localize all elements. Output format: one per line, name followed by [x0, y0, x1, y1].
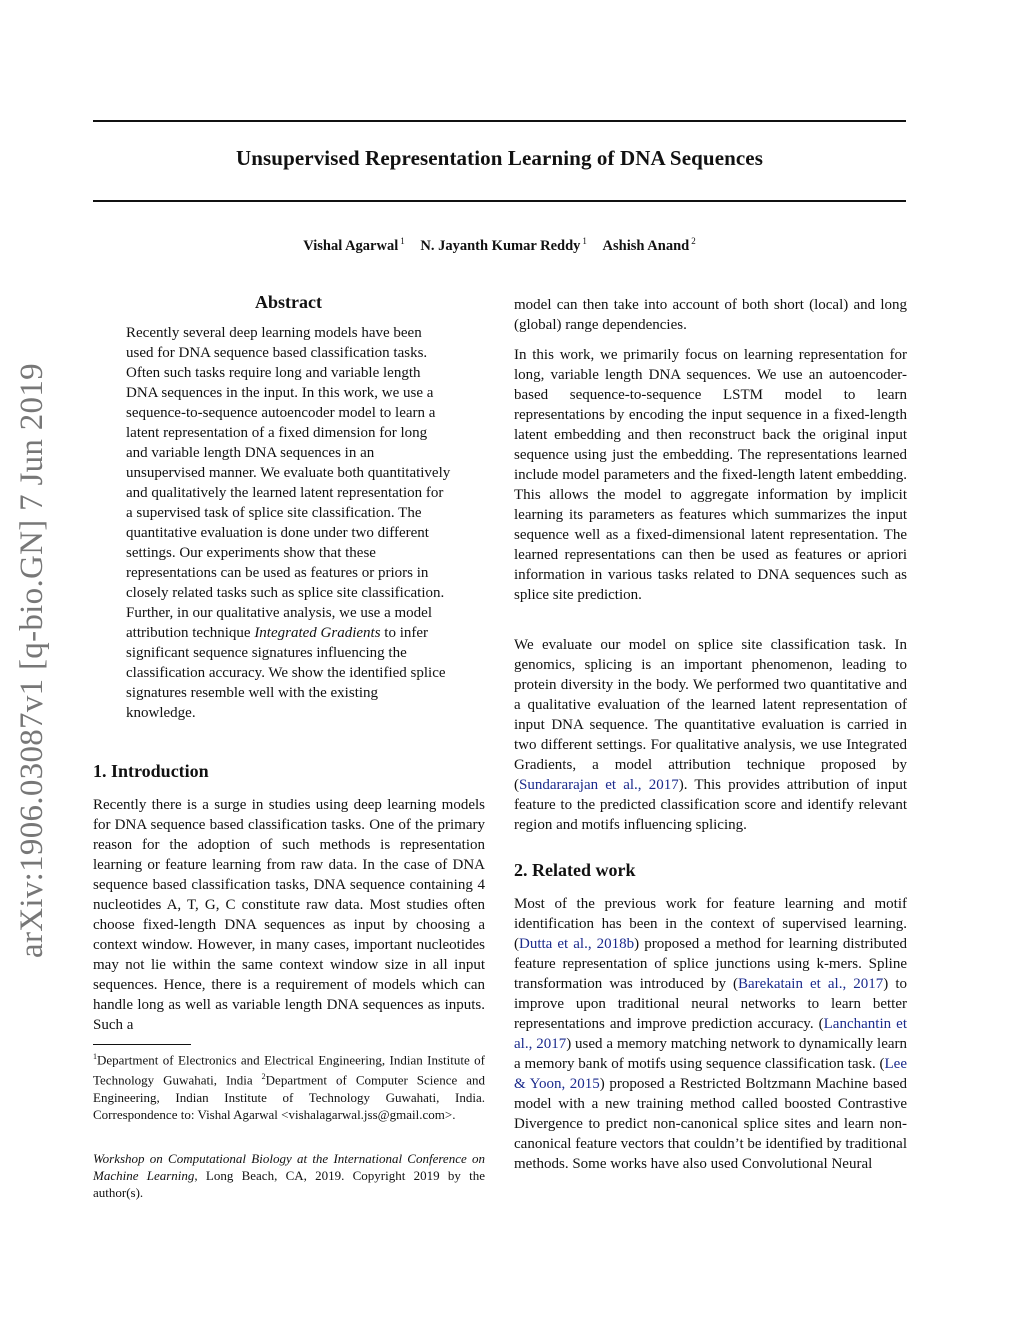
- citation-link[interactable]: Sundararajan et al., 2017: [519, 777, 679, 793]
- footnote-rule: [93, 1044, 191, 1045]
- author: N. Jayanth Kumar Reddy $^1$: [420, 236, 587, 254]
- title-bottom-rule: [93, 200, 906, 202]
- top-rule: [93, 120, 906, 122]
- paper-title: Unsupervised Representation Learning of DNA Sequences: [235, 146, 764, 170]
- abstract-heading: Abstract: [255, 292, 322, 312]
- arxiv-identifier: arXiv:1906.03087v1 [q-bio.GN] 7 Jun 2019: [14, 363, 50, 958]
- intro-paragraph-continued: model can then take into account of both short (local) and long (global) range dependencies.: [514, 297, 907, 333]
- citation-link[interactable]: Barekatain et al., 2017: [738, 976, 884, 992]
- abstract-text: Recently several deep learning models have been used for DNA sequence based classification tasks. Often such tasks require long and variable length DNA sequences in the input. In this work, we use a sequence-to-sequence autoencoder model to learn a latent representation of a fixed dimension for long and variable length DNA sequences in an unsupervised manner. We evaluate both quantitatively and qualitatively the learned latent representation for a supervised task of splice site classification. The quantitative evaluation is done under two different settings. Our experiments show that these representations can be used as features or priors in closely related tasks such as splice site classification. Further, in our qualitative analysis, we use a model attribution technique Integrated Gradients to infer significant sequence signatures influencing the classification accuracy. We show the identified splice signatures resemble well with the existing knowledge.: [126, 325, 451, 721]
- citation-link[interactable]: Dutta et al., 2018b: [519, 936, 635, 952]
- affiliation-footnote: $^1$Department of Electronics and Electrical Engineering, Indian Institute of Technology Guwahati, India $^2$Department of Computer Science and Engineering, Indian Institute of Technology Guwahati, India. Correspondence to: Vishal Agarwal <vishalagarwal.jss@gmail.com>.: [93, 1052, 485, 1122]
- intro-paragraph: Recently there is a surge in studies using deep learning models for DNA sequence based classification tasks. One of the primary reason for the adoption of such methods is representation learning or feature learning from raw data. In the case of DNA sequence based classification tasks, DNA sequence containing 4 nucleotides A, T, G, C constitute raw data. Most studies often choose fixed-length DNA sequences as input by choosing a context window. However, in many cases, important nucleotides may not lie within the same context window size in all input sequences. Hence, there is a requirement of models which can handle long as well as variable length DNA sequences as inputs. Such a: [93, 797, 485, 1033]
- citation-link[interactable]: Lanchantin et al., 2017: [514, 1016, 908, 1052]
- workshop-note: Workshop on Computational Biology at the International Conference on Machine Learning, Long Beach, CA, 2019. Copyright 2019 by the author(s).: [93, 1151, 485, 1200]
- citation-link[interactable]: Lee & Yoon, 2015: [514, 1056, 907, 1092]
- author-list: [93, 236, 906, 255]
- intro-paragraph: We evaluate our model on splice site classification task. In genomics, splicing is an important phenomenon, leading to protein diversity in the body. We performed two quantitative and a qualitative evaluation of the learned latent representation of input DNA sequence. The quantitative evaluation is carried in two different settings. For qualitative analysis, we use Integrated Gradients, a model attribution technique proposed by (Sundararajan et al., 2017). This provides attribution of input feature to the predicted classification score and identify relevant region and motifs influencing splicing.: [514, 637, 908, 833]
- intro-paragraph: In this work, we primarily focus on learning representation for long, variable length DNA sequences. We use an autoencoder-based sequence-to-sequence LSTM model to learn representations by encoding the input sequence in a fixed-length latent embedding and then reconstruct back the original input sequence using just the embedding. The representations learned include model parameters and the fixed-length latent embedding. This allows the model to aggregate information by implicit learning its parameters as features which summarizes the input sequence well as a fixed-dimensional latent representation. The learned representations can then be used as features or apriori information in various tasks related to DNA sequences such as splice site prediction.: [514, 347, 907, 603]
- section-heading-related-work: 2. Related work: [514, 860, 636, 880]
- related-work-paragraph: Most of the previous work for feature learning and motif identification has been in the context of supervised learning. (Dutta et al., 2018b) proposed a method for learning distributed feature representation of splice junctions using k-mers. Spline transformation was introduced by (Barekatain et al., 2017) to improve upon traditional neural networks to learn better representations and improve prediction accuracy. (Lanchantin et al., 2017) used a memory matching network to dynamically learn a memory bank of motifs using sequence classification task. (Lee & Yoon, 2015) proposed a Restricted Boltzmann Machine based model with a new training method called boosted Contrastive Divergence to predict non-canonical splice sites and learn non-canonical feature vectors that couldn’t be identified by traditional methods. Some works have also used Convolutional Neural: [514, 896, 908, 1172]
- section-heading-introduction: 1. Introduction: [93, 761, 209, 781]
- author: Ashish Anand $^2$: [602, 236, 696, 254]
- author: Vishal Agarwal $^1$: [303, 236, 405, 254]
